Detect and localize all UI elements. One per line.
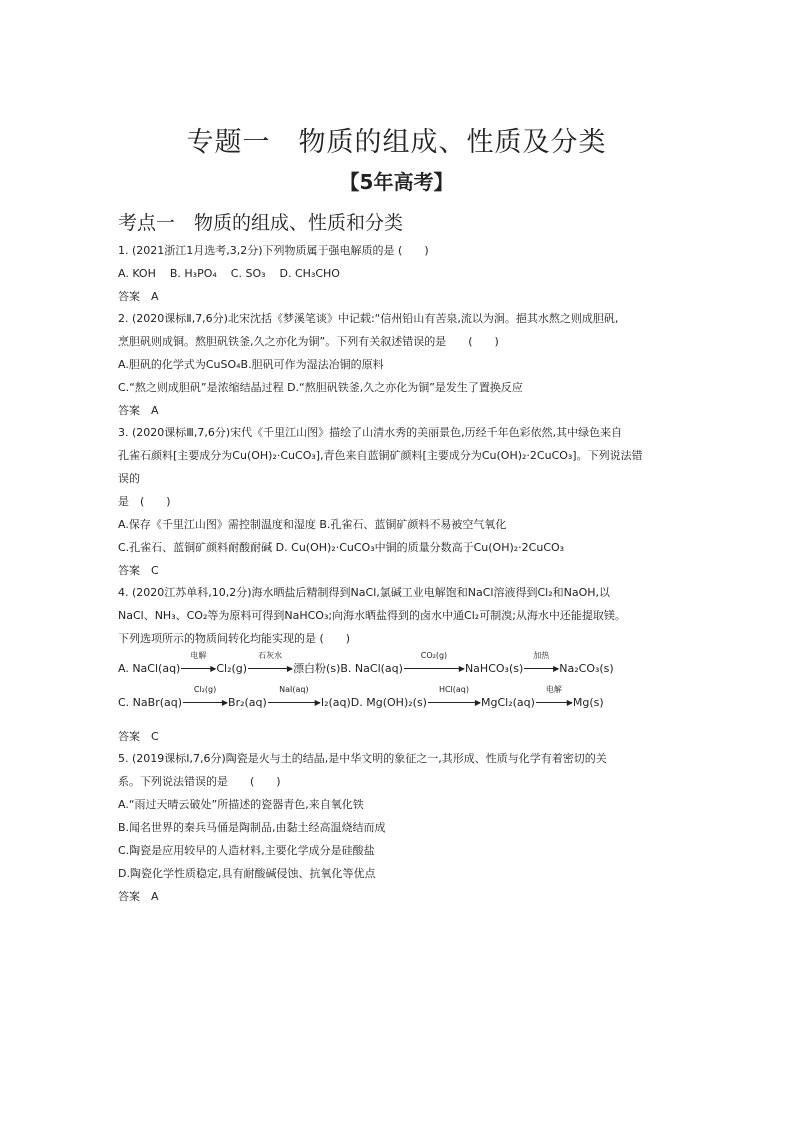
reaction-arrow: NaI(aq) ▶ [268, 697, 320, 709]
reaction-arrow: 加热 ▶ [524, 663, 558, 675]
reaction-arrow: HCl(aq) ▶ [428, 697, 480, 709]
q2-stem-line2: 烹胆矾则成铜。熬胆矾铁釜,久之亦化为铜”。下列有关叙述错误的是 ( ) [118, 335, 499, 348]
q3-options-ab: A.保存《千里江山图》需控制温度和湿度 B.孔雀石、蓝铜矿颜料不易被空气氧化 [118, 518, 507, 531]
q5-option-b: B.闻名世界的秦兵马俑是陶制品,由黏土经高温烧结而成 [118, 821, 386, 834]
q1-option-b: B. H₃PO₄ [169, 267, 217, 280]
q4-d-reactant: D. Mg(OH)₂(s) [350, 696, 427, 709]
q4-d-condition-1: HCl(aq) [438, 685, 469, 694]
page-title: 专题一 物质的组成、性质及分类 [186, 127, 607, 158]
q3-stem-line4: 是 ( ) [118, 495, 171, 508]
q4-b-product-2: Na₂CO₃(s) [559, 662, 614, 675]
q4-b-product-1: NaHCO₃(s) [464, 662, 524, 675]
q4-a-condition-1: 电解 [190, 651, 207, 660]
q2-answer: 答案 A [118, 404, 159, 417]
q1-option-a: A. KOH [118, 267, 156, 280]
q4-d-product-1: MgCl₂(aq) [480, 696, 535, 709]
q4-stem-line1: 4. (2020江苏单科,10,2分)海水晒盐后精制得到NaCl,氯碱工业电解饱和NaCl溶液得到Cl₂和NaOH,以 [118, 586, 611, 599]
q5-stem-line2: 系。下列说法错误的是 ( ) [118, 775, 281, 788]
q4-c-product-2: I₂(aq) [320, 696, 351, 709]
q4-b-condition-2: 加热 [533, 651, 550, 660]
q1-option-d: D. CH₃CHO [279, 267, 340, 280]
reaction-arrow: 电解 ▶ [536, 697, 572, 709]
q4-a-condition-2: 石灰水 [258, 651, 283, 660]
q4-a-reactant: A. NaCl(aq) [118, 662, 181, 675]
q4-b-condition-1: CO₂(g) [420, 651, 448, 660]
q1-answer: 答案 A [118, 290, 159, 303]
q4-a-product-2: 漂白粉(s) [293, 662, 341, 675]
q4-c-reactant: C. NaBr(aq) [118, 696, 183, 709]
q4-reaction-row-ab [118, 651, 678, 675]
reaction-arrow: CO₂(g) ▶ [404, 663, 464, 675]
q2-stem-line1: 2. (2020课标Ⅱ,7,6分)北宋沈括《梦溪笔谈》中记载:“信州铅山有苦泉,流以为涧。挹其水熬之则成胆矾, [118, 312, 619, 325]
reaction-arrow: 电解 ▶ [181, 663, 215, 675]
q4-stem-line2: NaCl、NH₃、CO₂等为原料可得到NaHCO₃;向海水晒盐得到的卤水中通Cl₂可制溴;从海水中还能提取镁。 [118, 609, 626, 622]
q4-stem-line3: 下列选项所示的物质间转化均能实现的是 ( ) [118, 632, 351, 645]
q3-answer: 答案 C [118, 564, 159, 577]
q4-d-condition-2: 电解 [545, 685, 562, 694]
page-subtitle: 【5年高考】 [339, 170, 454, 194]
q4-c-product-1: Br₂(aq) [228, 696, 267, 709]
question-list [118, 245, 678, 913]
q5-option-a: A.“雨过天晴云破处”所描述的瓷器青色,来自氧化铁 [118, 798, 364, 811]
q4-a-product-1: Cl₂(g) [216, 662, 248, 675]
q3-stem-line3: 误的 [118, 472, 140, 485]
q1-option-c: C. SO₃ [230, 267, 266, 280]
q4-answer: 答案 C [118, 730, 159, 743]
q4-b-reactant: B. NaCl(aq) [340, 662, 403, 675]
reaction-arrow: 石灰水 ▶ [248, 663, 292, 675]
q1-stem: 1. (2021浙江1月选考,3,2分)下列物质属于强电解质的是 ( ) [118, 244, 429, 257]
q3-stem-line1: 3. (2020课标Ⅲ,7,6分)宋代《千里江山图》描绘了山清水秀的美丽景色,历经千年色彩依然,其中绿色来自 [118, 426, 623, 439]
q4-c-condition-2: NaI(aq) [279, 685, 309, 694]
q5-stem-line1: 5. (2019课标Ⅰ,7,6分)陶瓷是火与土的结晶,是中华文明的象征之一,其形成、性质与化学有着密切的关 [118, 752, 607, 765]
q5-answer: 答案 A [118, 890, 159, 903]
q5-option-d: D.陶瓷化学性质稳定,具有耐酸碱侵蚀、抗氧化等优点 [118, 867, 376, 880]
reaction-arrow: Cl₂(g) ▶ [183, 697, 227, 709]
q4-d-product-2: Mg(s) [572, 696, 604, 709]
q2-options-cd: C.“熬之则成胆矾”是浓缩结晶过程 D.“熬胆矾铁釜,久之亦化为铜”是发生了置换反应 [118, 381, 523, 394]
q5-option-c: C.陶瓷是应用较早的人造材料,主要化学成分是硅酸盐 [118, 844, 375, 857]
q3-options-cd: C.孔雀石、蓝铜矿颜料耐酸耐碱 D. Cu(OH)₂·CuCO₃中铜的质量分数高于Cu(OH)₂·2CuCO₃ [118, 541, 565, 554]
q3-stem-line2: 孔雀石颜料[主要成分为Cu(OH)₂·CuCO₃],青色来自蓝铜矿颜料[主要成分为Cu(OH)₂·2CuCO₃]。下列说法错 [118, 449, 643, 462]
section-heading: 考点一 物质的组成、性质和分类 [118, 212, 404, 234]
q1-options [118, 268, 678, 280]
q4-c-condition-1: Cl₂(g) [193, 685, 217, 694]
q4-reaction-row-cd [118, 685, 678, 709]
q2-options-ab: A.胆矾的化学式为CuSO₄B.胆矾可作为湿法冶铜的原料 [118, 358, 384, 371]
